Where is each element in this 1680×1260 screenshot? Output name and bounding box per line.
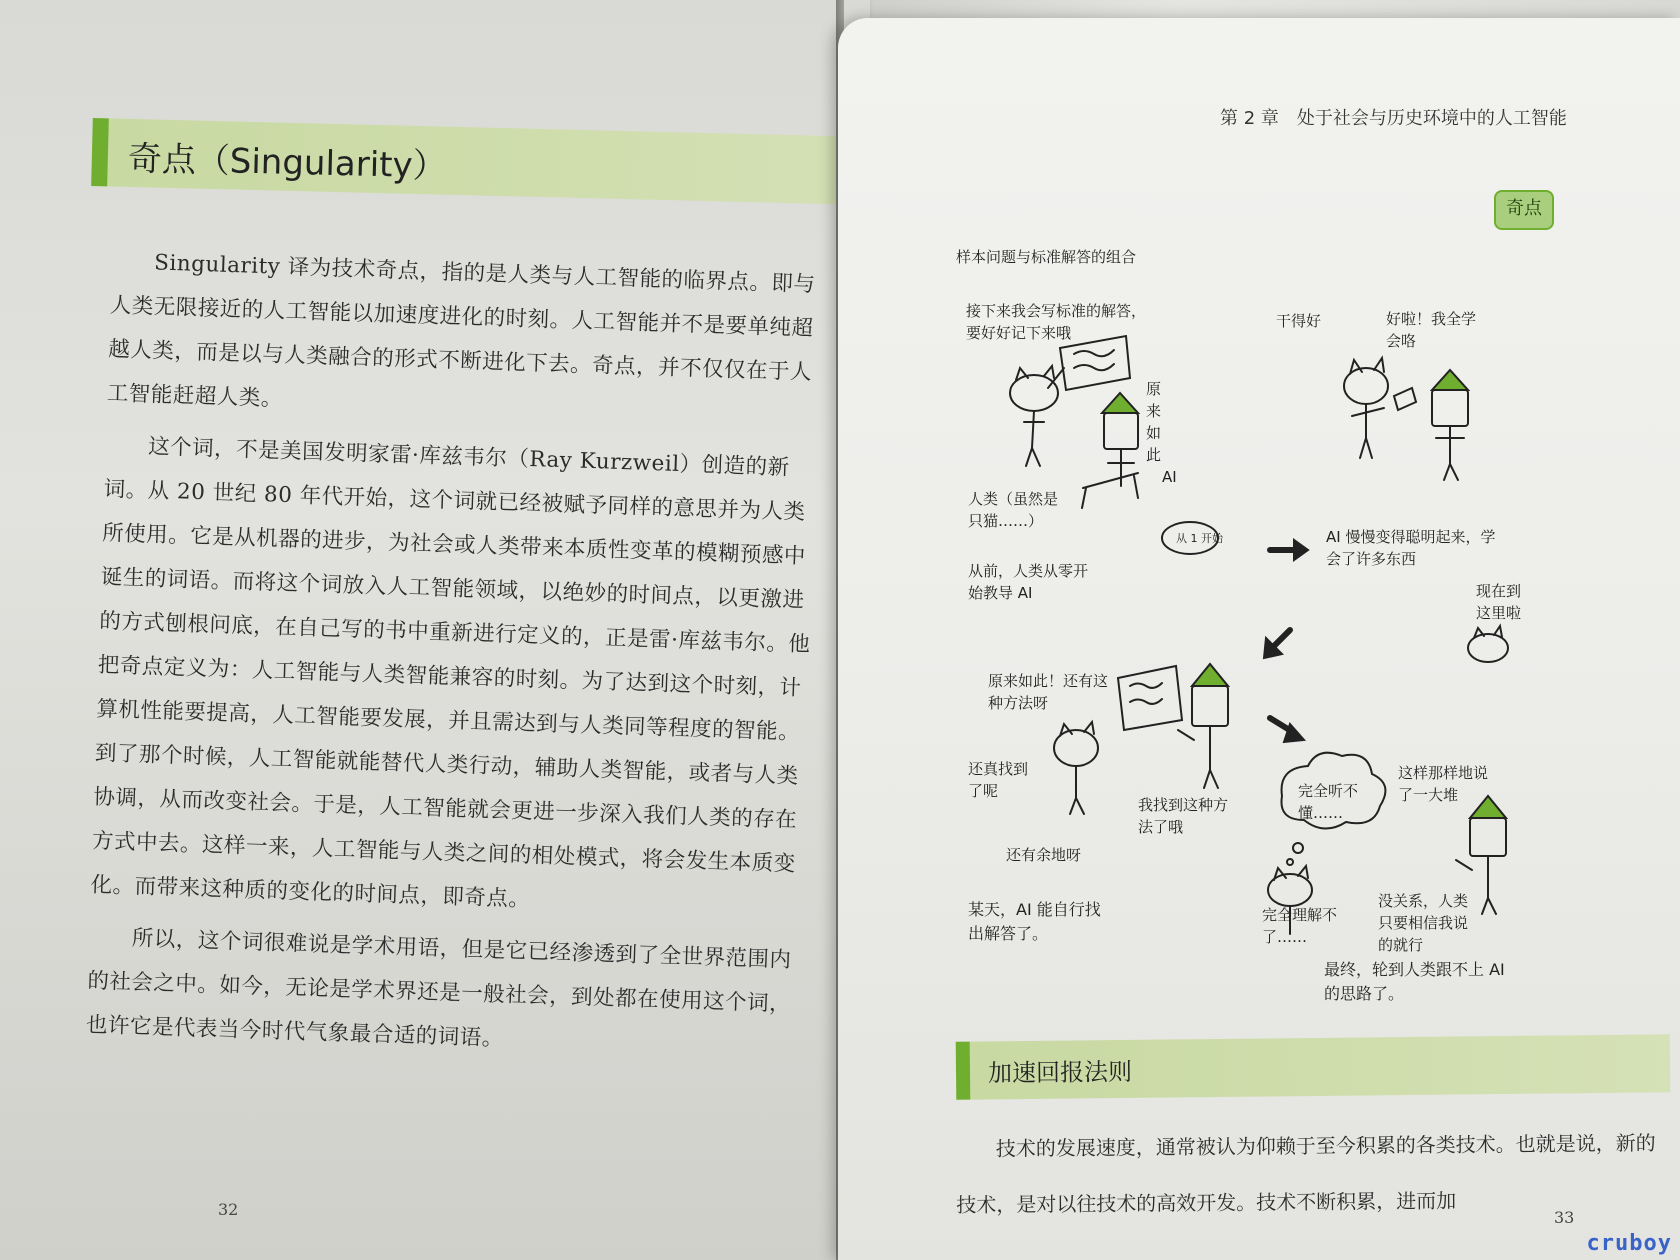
bubble-trust-me: 没关系，人类只要相信我说的就行 <box>1378 892 1469 954</box>
label-now-here: 现在到这里啦 <box>1476 582 1522 622</box>
solution-paper-shape <box>1118 666 1182 730</box>
robot-student-head <box>1104 413 1138 449</box>
robot-finder-head <box>1192 686 1228 726</box>
left-section-heading <box>91 118 843 204</box>
right-body-text <box>956 1115 1657 1233</box>
left-page-number: 32 <box>218 1200 239 1219</box>
right-paragraph: 技术的发展速度，通常被认为仰赖于至今积累的各类技术。也就是说，新的技术，是对以往技术的高效开发。技术不断积累，进而加 <box>956 1130 1656 1218</box>
left-paragraph-3: 所以，这个词很难说是学术用语，但是它已经渗透到了全世界范围内的社会之中。如今，无论是学术界还是一般社会，到处都在使用这个词，也许它是代表当今时代气象最合适的词语。 <box>85 926 792 1052</box>
robot-lecturing-head <box>1470 818 1506 856</box>
caption-humans-fall-behind: 最终，轮到人类跟不上 AI 的思路了。 <box>1324 960 1505 1003</box>
label-human-cat: 人类（虽然是只猫……） <box>968 490 1059 530</box>
robot-proud-hat <box>1432 370 1468 390</box>
left-paragraph-2: 这个词，不是美国发明家雷·库兹韦尔（Ray Kurzweil）创造的新词。从 20 世纪 80 年代开始，这个词就已经被赋予同样的意思并为人类所使用。它是从机器的进步，为社会或人类带来本质性变革的模糊预感中诞生的词语。而将这个词放入人工智能领域，以绝妙的时间点，以更激进的方式刨根问底，在自己写的书中重新进行定义的，正是雷·库兹韦尔。他把奇点定义为：人工智能与人类智能兼容的时刻。为了达到这个时刻，计算机性能要提高，人工智能要发展，并且需达到与人类同等程度的智能。到了那个时候，人工智能就能替代人类行动，辅助人类智能，或者与人类协调，从而改变社会。于是，人工智能就会更进一步深入我们人类的存在方式中去。这样一来，人工智能与人类之间的相处模式，将会发生本质变化。而带来这种质的变化的时间点，即奇点。 <box>90 434 811 913</box>
small-bubble-text: 从 1 开始 <box>1176 532 1223 545</box>
bubble-another-way: 原来如此！还有这种方法呀 <box>988 672 1109 712</box>
bubble-found-method: 我找到这种方法了哦 <box>1138 796 1229 836</box>
bubble-teacher: 接下来我会写标准的解答，要好好记下来哦 <box>966 302 1147 342</box>
right-section-heading <box>956 1034 1671 1099</box>
bubble-dont-understand: 完全听不懂…… <box>1298 782 1359 822</box>
right-page <box>838 18 1680 1260</box>
cat-teacher-head <box>1010 375 1058 411</box>
whiteboard-shape <box>1060 336 1130 390</box>
bubble-said-a-lot: 这样那样地说了一大堆 <box>1398 764 1489 804</box>
robot-finder-hat <box>1192 664 1228 686</box>
label-start-teaching: 从前，人类从零开始教导 AI <box>968 562 1089 602</box>
bubble-cannot-understand: 完全理解不了…… <box>1262 906 1338 946</box>
right-heading-text: 加速回报法则 <box>987 1057 1133 1088</box>
bubble-learned-all: 好啦！我全学会咯 <box>1386 310 1477 350</box>
topic-tag: 奇点 <box>1494 190 1554 230</box>
running-head: 第 2 章 处于社会与历史环境中的人工智能 <box>1220 108 1567 129</box>
bubble-i-see: 原来如此 <box>1146 380 1162 464</box>
bubble-well-done: 干得好 <box>1276 312 1322 330</box>
bubble-really-found: 还真找到了呢 <box>968 760 1029 800</box>
bubble-room-left: 还有余地呀 <box>1006 846 1082 864</box>
comic-illustration <box>838 18 1680 1018</box>
label-ai-getting-smart: AI 慢慢变得聪明起来，学会了许多东西 <box>1326 528 1496 568</box>
illustration-title: 样本问题与标准解答的组合 <box>956 248 1137 266</box>
robot-student-hat <box>1102 393 1138 413</box>
right-page-number: 33 <box>1554 1208 1575 1227</box>
left-body-text <box>85 240 832 1079</box>
label-ai: AI <box>1162 468 1177 486</box>
watermark: cruboy <box>1586 1231 1672 1256</box>
caption-ai-finds-answer: 某天，AI 能自行找出解答了。 <box>968 900 1101 943</box>
left-heading-text: 奇点（Singularity） <box>127 138 448 187</box>
robot-proud-head <box>1432 390 1468 426</box>
left-paragraph-1: Singularity 译为技术奇点，指的是人类与人工智能的临界点。即与人类无限接近的人工智能以加速度进化的时刻。人工智能并不是要单纯超越人类，而是以与人类融合的形式不断进化下去。奇点，并不仅仅在于人工智能赶超人类。 <box>106 250 816 412</box>
